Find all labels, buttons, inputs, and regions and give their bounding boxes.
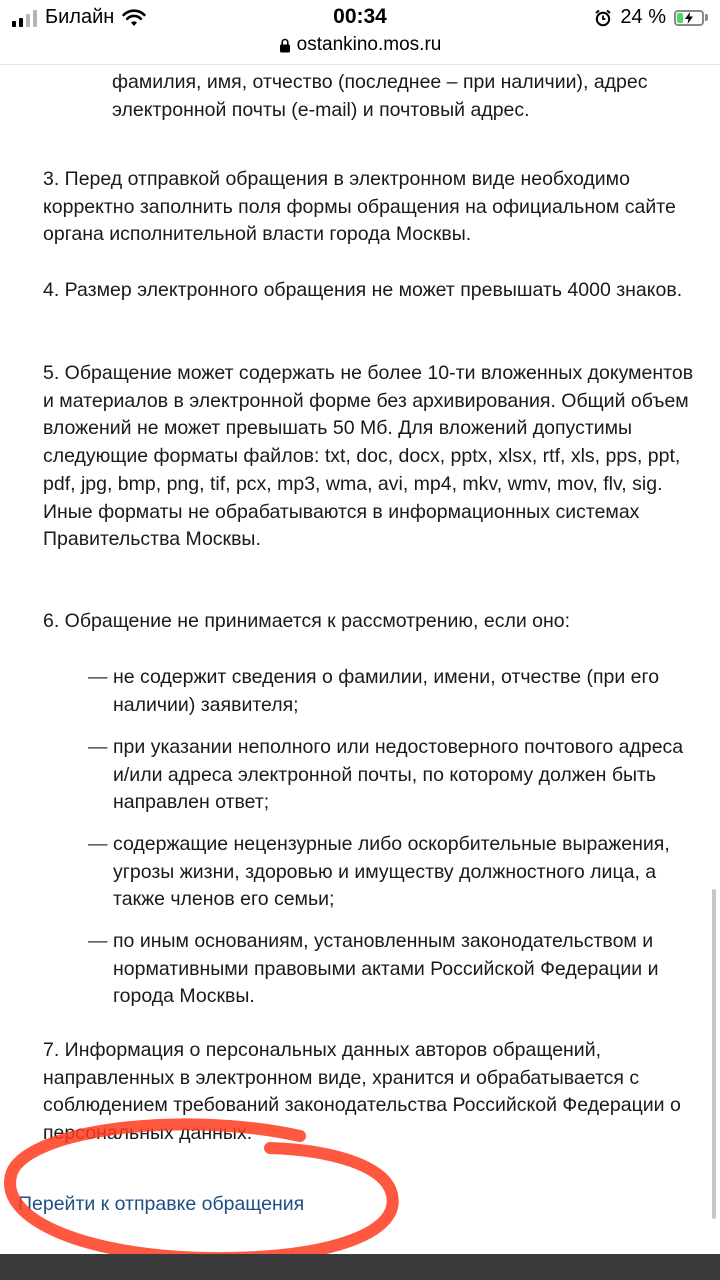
scrollbar[interactable]	[712, 889, 716, 1219]
intro-line: электронной почты (e-mail) и почтовый адрес.	[112, 98, 530, 121]
list-item-text: содержащие нецензурные либо оскорбительные выражения, угрозы жизни, здоровью и имуществу должностного лица, а также членов его семьи;	[113, 833, 670, 911]
battery-icon	[674, 10, 708, 26]
bullet-dash: —	[88, 833, 108, 855]
page-content	[0, 64, 720, 1254]
paragraph-4: 4. Размер электронного обращения не может превышать 4000 знаков.	[43, 279, 683, 301]
intro-paragraph	[112, 69, 712, 124]
bullet-dash: —	[88, 666, 108, 688]
charging-bolt-icon	[683, 12, 695, 24]
list-item-text: не содержит сведения о фамилии, имени, отчестве (при его наличии) заявителя;	[113, 666, 660, 716]
paragraph-5: 5. Обращение может содержать не более 10-ти вложенных документов и материалов в электронной форме без архивирования. Общий объем вложений не может превышать 50 Мб. Для вложений допустимы следующие форматы файлов: txt, doc, docx, pptx, xlsx, rtf, xls, pps, ppt, pdf, jpg, bmp, png, tif, pcx, mp3, wma, avi, mp4, mkv, wmv, mov, flv, sig. Иные форматы не обрабатываются в информационных системах Правительства Москвы.	[43, 362, 694, 551]
carrier-name: Билайн	[45, 6, 115, 28]
battery-fill	[677, 13, 683, 23]
bullet-dash: —	[88, 736, 108, 758]
list-item-text: при указании неполного или недостоверного почтового адреса и/или адреса электронной почты, по которому должен быть направлен ответ;	[113, 736, 684, 814]
intro-line: фамилия, имя, отчество (последнее – при наличии), адрес	[112, 71, 648, 93]
url-text: ostankino.mos.ru	[296, 34, 442, 55]
alarm-clock-icon	[594, 9, 612, 27]
paragraph-3: 3. Перед отправкой обращения в электронном виде необходимо корректно заполнить поля формы обращения на официальном сайте органа исполнительной власти города Москвы.	[43, 168, 676, 246]
battery-percent: 24 %	[620, 6, 666, 28]
address-bar[interactable]	[0, 34, 720, 65]
status-time: 00:34	[333, 5, 387, 28]
bullet-dash: —	[88, 930, 108, 952]
paragraph-7: 7. Информация о персональных данных авторов обращений, направленных в электронном виде, хранится и обрабатывается с соблюдением требований законодательства Российской Федерации о персональных данных.	[43, 1039, 681, 1145]
lock-icon	[279, 38, 291, 53]
go-to-submission-link[interactable]: Перейти к отправке обращения	[18, 1193, 305, 1215]
status-bar	[0, 0, 720, 36]
list-item-text: по иным основаниям, установленным законодательством и нормативными правовыми актами Российской Федерации и города Москвы.	[113, 930, 659, 1008]
paragraph-6: 6. Обращение не принимается к рассмотрению, если оно:	[43, 610, 571, 632]
bottom-toolbar	[0, 1254, 720, 1280]
status-right	[594, 6, 708, 29]
